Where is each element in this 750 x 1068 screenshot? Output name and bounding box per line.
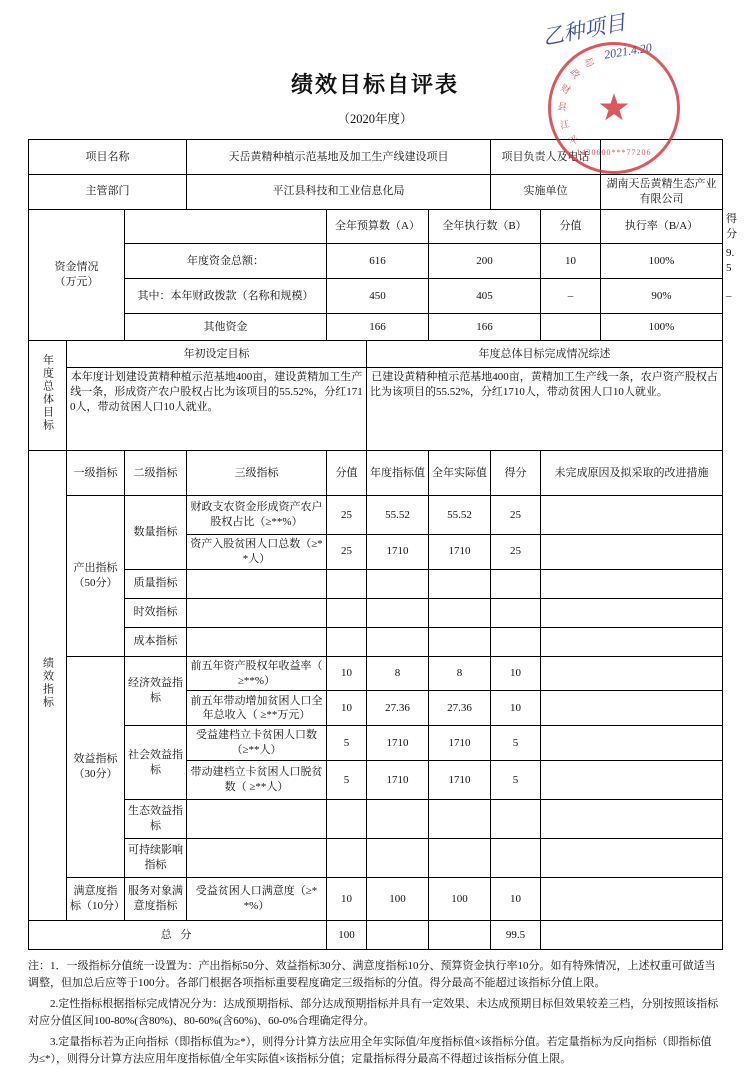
perf-score: 10 (327, 878, 367, 921)
value-dept: 平江县科技和工业信息化局 (187, 175, 491, 210)
perf-lvl1-output: 产出指标（50分） (67, 496, 125, 657)
funds-row-rate: 90% (601, 279, 723, 314)
seal-bottom-text: 1430600***77206 (576, 148, 652, 157)
perf-lvl2-social: 社会效益指标 (125, 726, 187, 800)
perf-target (367, 569, 429, 598)
perf-header-points: 得分 (491, 451, 541, 496)
page-title: 绩效目标自评表 (290, 72, 459, 97)
note-2: 2.定性指标根据指标完成情况分为：达成预期指标、部分达成预期指标并具有一定效果、未达成预期目标但效果较差三档，分别按照该指标对应分值区间100-80%(含80%)、80-60%(含60%)、60-0%合理确定得分。 (28, 998, 719, 1028)
table-notes (28, 950, 722, 1068)
funds-row-budget: 616 (327, 244, 429, 279)
perf-points: 5 (491, 761, 541, 800)
perf-actual: 27.36 (429, 691, 491, 726)
perf-target (367, 800, 429, 839)
perf-lvl1-benefit-text: 效益指标（30分） (73, 753, 118, 780)
perf-target (367, 627, 429, 656)
label-project-name: 项目名称 (29, 140, 187, 175)
perf-reason (541, 598, 723, 627)
label-overall-goal (29, 341, 67, 451)
perf-score: 5 (327, 761, 367, 800)
perf-points: 25 (491, 496, 541, 535)
funds-col-name (125, 209, 327, 244)
funds-row-budget: 450 (327, 279, 429, 314)
perf-reason (541, 878, 723, 921)
perf-target: 55.52 (367, 496, 429, 535)
perf-lvl3: 前五年资产股权年收益率（ ≥**%） (187, 656, 327, 691)
perf-points: 25 (491, 535, 541, 570)
perf-score (327, 839, 367, 878)
perf-target: 1710 (367, 726, 429, 761)
perf-target: 8 (367, 656, 429, 691)
perf-lvl3 (187, 839, 327, 878)
perf-reason (541, 761, 723, 800)
funds-row-budget: 166 (327, 314, 429, 341)
perf-reason (541, 656, 723, 691)
perf-lvl3: 受益贫困人口满意度（≥**%） (187, 878, 327, 921)
perf-lvl3: 受益建档立卡贫困人口数（≥**人） (187, 726, 327, 761)
perf-score (327, 598, 367, 627)
label-funds-line2: （万元） (54, 275, 99, 288)
perf-points (491, 569, 541, 598)
value-project-owner (601, 140, 723, 175)
perf-points: 10 (491, 691, 541, 726)
note-1: 注：1．一级指标分值统一设置为：产出指标50分、效益指标30分、满意度指标10分、预算资金执行率10分。如有特殊情况，上述权重可做适当调整，但加总后应等于100分。各部门根据各项指标重要程度确定三级指标的分值。得分最高不能超过该指标分值上限。 (28, 960, 716, 990)
funds-row-exec: 200 (429, 244, 541, 279)
perf-target: 1710 (367, 535, 429, 570)
perf-reason (541, 839, 723, 878)
perf-score (327, 627, 367, 656)
total-points: 99.5 (491, 921, 541, 950)
perf-lvl3: 前五年带动增加贫困人口全年总收入（ ≥**万元） (187, 691, 327, 726)
overall-col-initial: 年初设定目标 (67, 341, 367, 368)
perf-lvl3: 带动建档立卡贫困人口脱贫数（ ≥**人） (187, 761, 327, 800)
funds-row-name: 年度资金总额： (125, 244, 327, 279)
note-3: 3.定量指标若为正向指标（即指标值为≥*），则得分计算方法应用全年实际值/年度指标值×该指标分值。若定量指标为反向指标（即指标值为≤*），则得分计算方法应用年度指标值/全年实际值×该指标分值；定量指标得分最高不得超过该指标分值上限。 (28, 1036, 712, 1066)
perf-lvl2-timeliness: 时效指标 (125, 598, 187, 627)
perf-score: 25 (327, 535, 367, 570)
funds-row-score: – (541, 279, 601, 314)
perf-actual: 8 (429, 656, 491, 691)
perf-lvl3 (187, 598, 327, 627)
perf-lvl1-satisfaction: 满意度指标（10分） (67, 878, 125, 921)
funds-row-name: 其中：本年财政拨款（名称和规模） (125, 279, 327, 314)
perf-lvl1-benefit (67, 656, 125, 877)
perf-target: 100 (367, 878, 429, 921)
funds-row-name: 其他资金 (125, 314, 327, 341)
perf-reason (541, 800, 723, 839)
perf-reason (541, 726, 723, 761)
seal-top-text: 平 江 县 财 政 局 (556, 56, 595, 149)
overall-initial-text: 本年度计划建设黄精种植示范基地400亩，建设黄精加工生产线一条，形成资产农户股权占比为该项目的55.52%，分红1710人，带动贫困人口10人就业。 (67, 368, 367, 451)
perf-lvl3: 财政支农资金形成资产农户股权占比（≥**%） (187, 496, 327, 535)
perf-points (491, 598, 541, 627)
label-unit: 实施单位 (491, 175, 601, 210)
perf-points: 10 (491, 878, 541, 921)
funds-col-budget: 全年预算数（A） (327, 209, 429, 244)
perf-score: 5 (327, 726, 367, 761)
overall-col-result: 年度总体目标完成情况综述 (367, 341, 723, 368)
perf-header-lvl3: 三级指标 (187, 451, 327, 496)
perf-score: 10 (327, 656, 367, 691)
funds-col-score: 分值 (541, 209, 601, 244)
perf-lvl3 (187, 569, 327, 598)
handwritten-signature: 乙种项目 (540, 10, 628, 50)
label-funds (29, 209, 125, 340)
perf-actual: 1710 (429, 761, 491, 800)
perf-lvl2-economic: 经济效益指标 (125, 656, 187, 726)
perf-header-lvl1: 一级指标 (67, 451, 125, 496)
funds-row-score (541, 314, 601, 341)
funds-row-rate: 100% (601, 244, 723, 279)
label-project-owner: 项目负责人及电话 (491, 140, 601, 175)
perf-target: 27.36 (367, 691, 429, 726)
perf-lvl3: 资产入股贫困人口总数（≥**人） (187, 535, 327, 570)
funds-col-exec: 全年执行数（B） (429, 209, 541, 244)
perf-actual (429, 627, 491, 656)
perf-score: 10 (327, 691, 367, 726)
total-reason-empty (541, 921, 723, 950)
perf-lvl3 (187, 800, 327, 839)
funds-col-rate: 执行率（B/A） (601, 209, 723, 244)
perf-header-actual: 全年实际值 (429, 451, 491, 496)
perf-header-score: 分值 (327, 451, 367, 496)
handwritten-date: 2021.4.20 (603, 40, 653, 62)
self-evaluation-table: 项目名称 天岳黄精种植示范基地及加工生产线建设项目 项目负责人及电话 主管部门 平江县科技和工业信息化局 实施单位 湖南天岳黄精生态产业有限公司 资金情况 （万元） 全年预算数（A） 全年执行数（B） 分值 执行率（B/A） 得分 年度资金总额： 616 200 10 100% 9.5 其中：本年财政拨款（名称和规模） 450 405 – 90% – 其他资金 166 166 100% 年度总体目标 年初设定目标 年度总体目标完成情况综述 本年度计划建设黄精种植示范基地400亩，建设黄精加工生产线一条，形成资产农户股权占比为该项目的55.52%，分红1710人，带动贫困人口10人就业。 已建设黄精种植示范基地400亩，黄精加工生产线一条，农户资产股权占比为该项目的55.52%，分红1710人，带动贫困人口10人就业。 绩效指标 一级指标 二级指标 三级指标 分值 年度指标值 全年实际值 得分 未完成原因及拟采取的改进措施 产出指标（50分） 数量指标 财政支农资金形成资产农户股权占比（≥**%） 25 55.52 55.52 25 资产入股贫困人口总数（≥**人） 25 1710 1710 25 质量指标 时效指标 成本指标 效益指标（30分） 经济效益指标 前五年资产股权年收益率（ ≥**%） 10 8 8 10 前五年带动增加贫困人口全年总收入（ ≥**万元） 10 27.36 27.36 10 社会效益指标 受益建档立卡贫困人口数（≥**人） 5 1710 1710 5 带动建档立卡贫困人口脱贫数（ ≥**人） 5 1710 1710 5 生态效益指标 可持续影响指标 满意度指标（10分） 服务对象满意度指标 受益贫困人口满意度（≥**%） 10 100 100 10 总 分 100 99.5 (28, 139, 723, 950)
perf-score: 25 (327, 496, 367, 535)
perf-target: 1710 (367, 761, 429, 800)
perf-actual (429, 569, 491, 598)
funds-row-exec: 405 (429, 279, 541, 314)
perf-points (491, 800, 541, 839)
perf-points (491, 839, 541, 878)
perf-lvl2-quantity: 数量指标 (125, 496, 187, 570)
label-overall-goal-text: 年度总体目标 (41, 354, 54, 433)
label-dept: 主管部门 (29, 175, 187, 210)
total-label: 总 分 (29, 921, 327, 950)
overall-result-text: 已建设黄精种植示范基地400亩，黄精加工生产线一条，农户资产股权占比为该项目的55.52%，分红1710人，带动贫困人口10人就业。 (367, 368, 723, 451)
perf-actual (429, 839, 491, 878)
perf-header-lvl2: 二级指标 (125, 451, 187, 496)
funds-row-score: 10 (541, 244, 601, 279)
perf-actual: 100 (429, 878, 491, 921)
value-unit: 湖南天岳黄精生态产业有限公司 (601, 175, 723, 210)
label-funds-line1: 资金情况 (54, 261, 99, 274)
label-performance (29, 451, 67, 921)
perf-actual (429, 800, 491, 839)
perf-reason (541, 496, 723, 535)
perf-lvl2-quality: 质量指标 (125, 569, 187, 598)
funds-row-rate: 100% (601, 314, 723, 341)
perf-points (491, 627, 541, 656)
total-target-empty (367, 921, 429, 950)
perf-reason (541, 627, 723, 656)
perf-score (327, 569, 367, 598)
value-project-name: 天岳黄精种植示范基地及加工生产线建设项目 (187, 140, 491, 175)
perf-actual: 1710 (429, 535, 491, 570)
perf-lvl2-cost: 成本指标 (125, 627, 187, 656)
perf-header-reason: 未完成原因及拟采取的改进措施 (541, 451, 723, 496)
perf-reason (541, 691, 723, 726)
perf-header-target: 年度指标值 (367, 451, 429, 496)
perf-reason (541, 569, 723, 598)
total-score: 100 (327, 921, 367, 950)
perf-target (367, 598, 429, 627)
perf-score (327, 800, 367, 839)
perf-actual: 1710 (429, 726, 491, 761)
perf-reason (541, 535, 723, 570)
perf-points: 10 (491, 656, 541, 691)
perf-lvl2-service: 服务对象满意度指标 (125, 878, 187, 921)
total-actual-empty (429, 921, 491, 950)
page-subtitle: （2020年度） (337, 112, 413, 126)
perf-lvl3 (187, 627, 327, 656)
perf-actual: 55.52 (429, 496, 491, 535)
perf-target (367, 839, 429, 878)
label-performance-text: 绩效指标 (41, 657, 54, 710)
perf-points: 5 (491, 726, 541, 761)
perf-lvl2-sustainable: 可持续影响指标 (125, 839, 187, 878)
funds-row-exec: 166 (429, 314, 541, 341)
perf-actual (429, 598, 491, 627)
perf-lvl2-ecological: 生态效益指标 (125, 800, 187, 839)
